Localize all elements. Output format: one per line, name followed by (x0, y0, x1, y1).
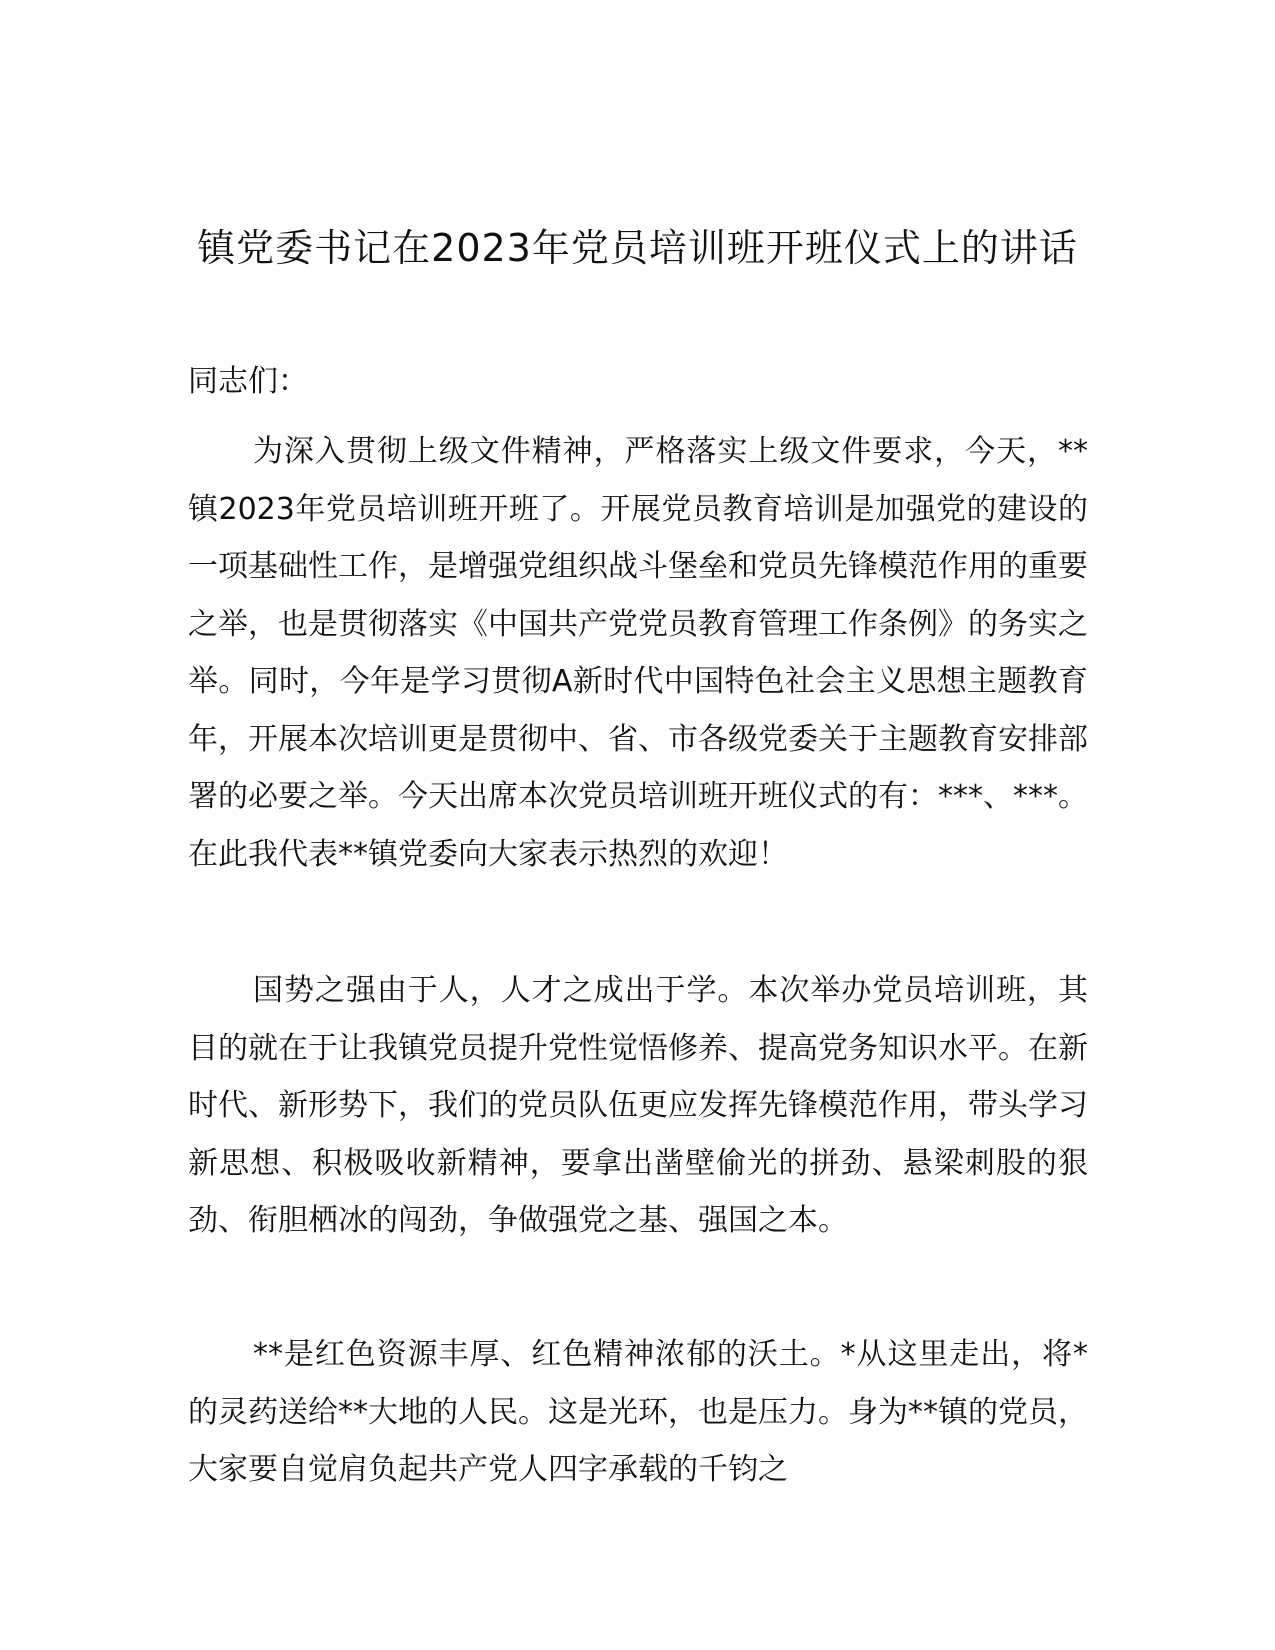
document-title: 镇党委书记在2023年党员培训班开班仪式上的讲话 (197, 226, 1078, 270)
paragraph: 为深入贯彻上级文件精神，严格落实上级文件要求，今天，**镇2023年党员培训班开班了。开展党员教育培训是加强党的建设的一项基础性工作，是增强党组织战斗堡垒和党员先锋模范作用的重要之举，也是贯彻落实《中国共产党党员教育管理工作条例》的务实之举。同时，今年是学习贯彻A新时代中国特色社会主义思想主题教育年，开展本次培训更是贯彻中、省、市各级党委关于主题教育安排部署的必要之举。今天出席本次党员培训班开班仪式的有：***、***。在此我代表**镇党委向大家表示热烈的欢迎！ (188, 434, 1088, 872)
paragraph: **是红色资源丰厚、红色精神浓郁的沃土。*从这里走出，将*的灵药送给**大地的人民。这是光环，也是压力。身为**镇的党员，大家要自觉肩负起共产党人四字承载的千钧之 (188, 1337, 1088, 1487)
paragraph: 国势之强由于人，人才之成出于学。本次举办党员培训班，其目的就在于让我镇党员提升党性觉悟修养、提高党务知识水平。在新时代、新形势下，我们的党员队伍更应发挥先锋模范作用，带头学习新思想、积极吸收新精神，要拿出凿壁偷光的拼劲、悬梁刺股的狠劲、衔胆栖冰的闯劲，争做强党之基、强国之本。 (188, 973, 1088, 1238)
salutation: 同志们： (188, 364, 308, 399)
